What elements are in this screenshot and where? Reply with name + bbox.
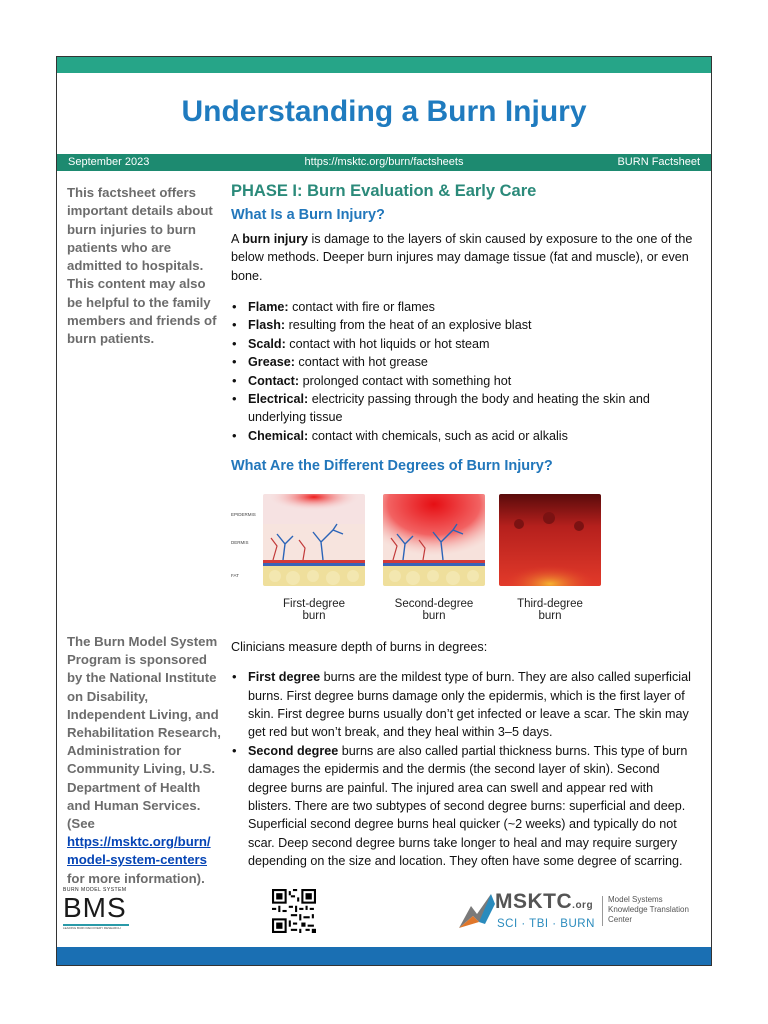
bms-logo-bottom-text: LEADING BURN RECOVERY RESEARCH xyxy=(63,926,121,930)
degrees-heading: What Are the Different Degrees of Burn Injury? xyxy=(231,458,553,475)
factsheet-series: BURN Factsheet xyxy=(617,156,700,168)
sponsor-tail: for more information). xyxy=(67,870,205,886)
sidebar-intro: This factsheet offers important details about burn injuries to burn patients who are admitted to hospitals. This content may also be helpful to the family members and friends of burn patients. xyxy=(67,185,217,347)
list-item: • Flash: resulting from the heat of an explosive blast xyxy=(231,316,697,334)
epidermis-label: EPIDERMIS xyxy=(231,511,256,517)
top-color-band xyxy=(57,57,711,73)
burn-degrees-list xyxy=(231,668,697,870)
bms-logo-top-text: BURN MODEL SYSTEM xyxy=(63,887,127,893)
sidebar-sponsor xyxy=(67,633,225,888)
what-is-heading: What Is a Burn Injury? xyxy=(231,207,385,224)
fat-label: FAT xyxy=(231,572,239,578)
msktc-logo[interactable] xyxy=(457,890,707,936)
publication-date: September 2023 xyxy=(68,156,150,168)
list-item: • Scald: contact with hot liquids or hot steam xyxy=(231,335,697,353)
meta-bar xyxy=(57,154,711,171)
factsheet-page xyxy=(56,56,712,966)
bottom-color-band xyxy=(57,947,711,965)
burn-degrees-figure xyxy=(231,484,611,632)
link-line-2: model-system-centers xyxy=(67,852,207,868)
burn-methods-list xyxy=(231,298,697,445)
msktc-description: Model Systems Knowledge Translation Center xyxy=(608,895,689,924)
bms-logo xyxy=(63,887,133,937)
bms-logo-text: BMS xyxy=(63,892,127,923)
dermis-label: DERMIS xyxy=(231,539,249,545)
clinicians-paragraph: Clinicians measure depth of burns in degrees: xyxy=(231,639,488,654)
msktc-arrow-icon xyxy=(457,892,497,930)
msktc-subtitle: SCI · TBI · BURN xyxy=(497,918,595,930)
what-is-paragraph: A burn injury is damage to the layers of skin caused by exposure to the one of the below methods. Deeper burn injures may damage tissue (fat and muscle), or even bone. xyxy=(231,231,693,283)
msktc-divider xyxy=(602,896,603,926)
first-degree-burn-illustration xyxy=(263,494,365,586)
phase-heading: PHASE I: Burn Evaluation & Early Care xyxy=(231,182,537,200)
list-item: • Grease: contact with hot grease xyxy=(231,353,697,371)
list-item: • Second degree burns are also called partial thickness burns. This type of burn damages the epidermis and the dermis (the second layer of skin). Second degree burns are painful. The injured area can swell and appear red with blisters. There are two subtypes of second degree burns: superficial and deep. Superficial second degree burns heal quicker (~2 weeks) and typically do not scar. Deep second degree burns take longer to heal and may require surgery depending on the size and location. They often have some degree of scarring. xyxy=(231,742,697,871)
msktc-name: MSKTC.org xyxy=(495,890,594,913)
third-degree-label: Third-degree burn xyxy=(517,597,583,622)
list-item: • Contact: prolonged contact with something hot xyxy=(231,372,697,390)
list-item: • Flame: contact with fire or flames xyxy=(231,298,697,316)
second-degree-burn-illustration xyxy=(383,494,485,586)
qr-code[interactable] xyxy=(272,889,316,933)
factsheet-url[interactable]: https://msktc.org/burn/factsheets xyxy=(304,156,464,168)
link-line-1: https://msktc.org/burn/ xyxy=(67,834,211,850)
sponsor-text: The Burn Model System Program is sponsored by the National Institute on Disability, Independent Living, and Rehabilitation Research, Administration for Community Living, U.S. Department of Health and Human Services. (See xyxy=(67,634,221,832)
list-item: • Chemical: contact with chemicals, such as acid or alkalis xyxy=(231,427,697,445)
first-degree-label: First-degree burn xyxy=(283,597,345,622)
page-title: Understanding a Burn Injury xyxy=(181,95,587,128)
main-content xyxy=(231,182,697,871)
third-degree-burn-illustration xyxy=(499,494,601,586)
list-item: • First degree burns are the mildest type of burn. They are also called superficial burns. First degree burns damage only the epidermis, which is the first layer of skin. First degree burns usually don’t get infected or leave a scar. The skin may get red but won’t break, and they heal within 3–5 days. xyxy=(231,668,697,742)
model-system-centers-link[interactable] xyxy=(67,834,211,867)
list-item: • Electrical: electricity passing through the body and heating the skin and underlying tissue xyxy=(231,390,697,427)
second-degree-label: Second-degree burn xyxy=(394,597,474,622)
